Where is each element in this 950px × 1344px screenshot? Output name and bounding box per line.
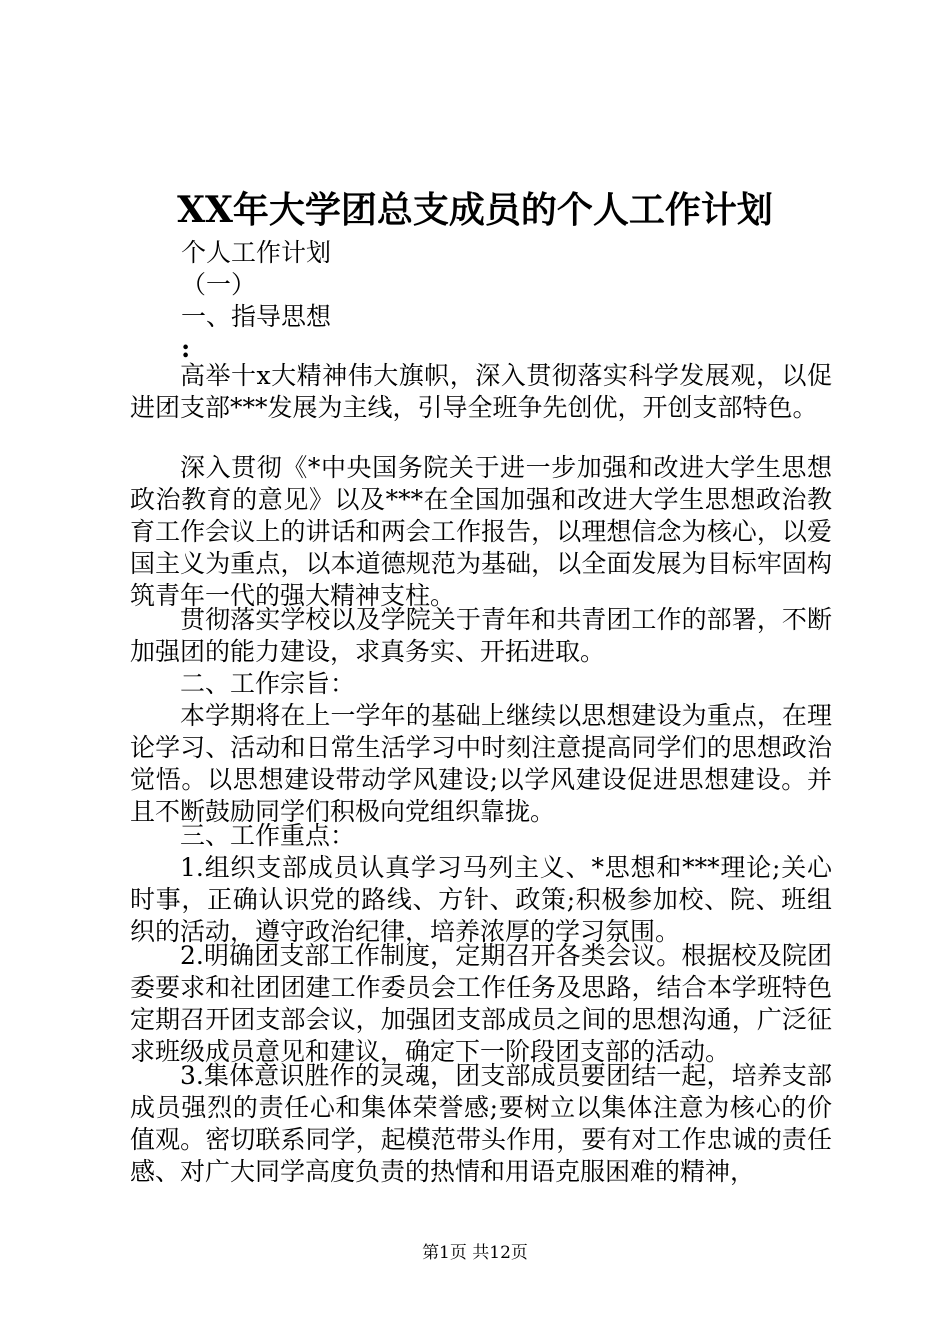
heading-colon: :	[181, 334, 191, 363]
section-number: （一）	[181, 270, 257, 299]
document-subtitle: 个人工作计划	[181, 238, 332, 267]
paragraph-3: 贯彻落实学校以及学院关于青年和共青团工作的部署，不断加强团的能力建设，求真务实、开拓进取。	[130, 605, 832, 666]
list-item-1: 1.组织支部成员认真学习马列主义、*思想和***理论;关心时事，正确认识党的路线、方针、政策;积极参加校、院、班组织的活动，遵守政治纪律，培养浓厚的学习氛围。	[130, 853, 832, 946]
heading-guiding-ideology: 一、指导思想	[181, 302, 332, 331]
paragraph-2: 深入贯彻《*中央国务院关于进一步加强和改进大学生思想政治教育的意见》以及***在全国加强和改进大学生思想政治教育工作会议上的讲话和两会工作报告，以理想信念为核心，以爱国主义为重点，以本道德规范为基础，以全面发展为目标牢固构筑青年一代的强大精神支柱。	[130, 453, 832, 610]
heading-work-purpose: 二、工作宗旨：	[180, 669, 356, 698]
document-title: XX年大学团总支成员的个人工作计划	[177, 189, 773, 231]
list-item-3: 3.集体意识胜作的灵魂，团支部成员要团结一起，培养支部成员强烈的责任心和集体荣誉感;要树立以集体注意为核心的价值观。密切联系同学，起模范带头作用，要有对工作忠诚的责任感、对广大同学高度负责的热情和用语克服困难的精神，	[130, 1061, 832, 1186]
paragraph-4: 本学期将在上一学年的基础上继续以思想建设为重点，在理论学习、活动和日常生活学习中时刻注意提高同学们的思想政治觉悟。以思想建设带动学风建设;以学风建设促进思想建设。并且不断鼓励同学们积极向党组织靠拢。	[130, 701, 832, 826]
page-footer: 第1页 共12页	[422, 1243, 528, 1263]
list-item-2: 2.明确团支部工作制度，定期召开各类会议。根据校及院团委要求和社团团建工作委员会工作任务及思路，结合本学班特色定期召开团支部会议，加强团支部成员之间的思想沟通，广泛征求班级成员意见和建议，确定下一阶段团支部的活动。	[130, 941, 832, 1066]
heading-work-focus: 三、工作重点：	[180, 821, 356, 850]
paragraph-1: 高举十x大精神伟大旗帜，深入贯彻落实科学发展观，以促进团支部***发展为主线，引导全班争先创优，开创支部特色。	[130, 361, 832, 422]
